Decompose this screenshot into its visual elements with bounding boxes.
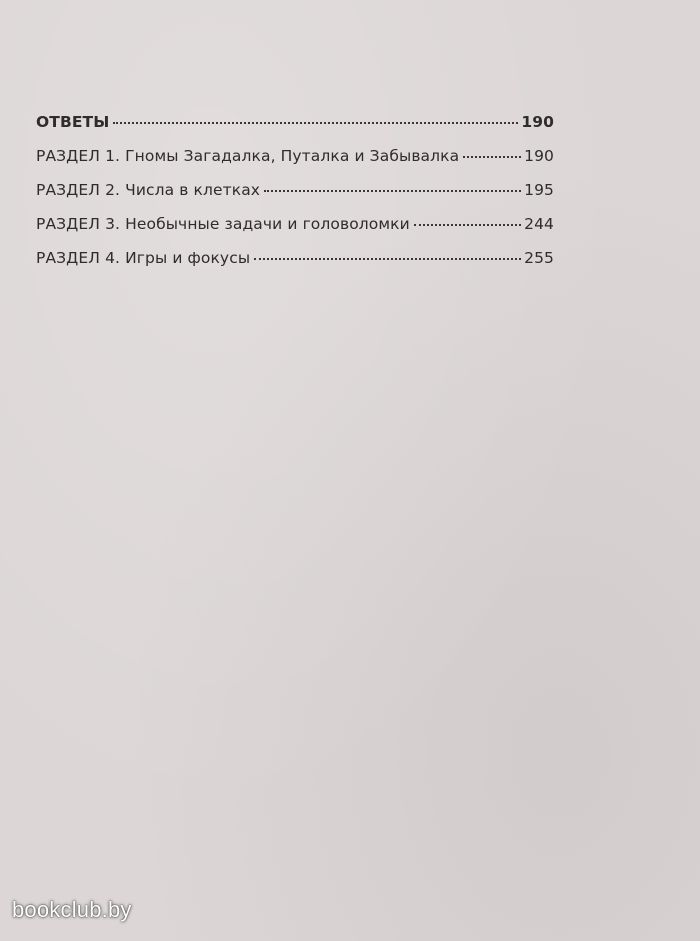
dot-leader — [414, 224, 521, 226]
toc-entry-page: 244 — [524, 215, 554, 233]
dot-leader — [113, 122, 518, 124]
toc-entry-section-3 — [36, 215, 554, 249]
dot-leader — [254, 258, 521, 260]
site-watermark: bookclub.by — [12, 897, 132, 922]
toc-entry-page: 190 — [521, 113, 554, 131]
toc-entry-answers — [36, 113, 554, 147]
table-of-contents — [36, 113, 554, 283]
toc-entry-section-1 — [36, 147, 554, 181]
toc-entry-page: 190 — [524, 147, 554, 165]
toc-entry-title: РАЗДЕЛ 1. Гномы Загадалка, Путалка и Забывалка — [36, 147, 460, 165]
dot-leader — [463, 156, 521, 158]
toc-entry-title: РАЗДЕЛ 4. Игры и фокусы — [36, 249, 251, 267]
toc-entry-page: 195 — [524, 181, 554, 199]
toc-entry-title: РАЗДЕЛ 3. Необычные задачи и головоломки — [36, 215, 410, 233]
toc-entry-title: ОТВЕТЫ — [36, 113, 110, 131]
toc-entry-title: РАЗДЕЛ 2. Числа в клетках — [36, 181, 261, 199]
dot-leader — [264, 190, 521, 192]
toc-entry-section-4 — [36, 249, 554, 283]
toc-entry-page: 255 — [524, 249, 554, 267]
toc-entry-section-2 — [36, 181, 554, 215]
